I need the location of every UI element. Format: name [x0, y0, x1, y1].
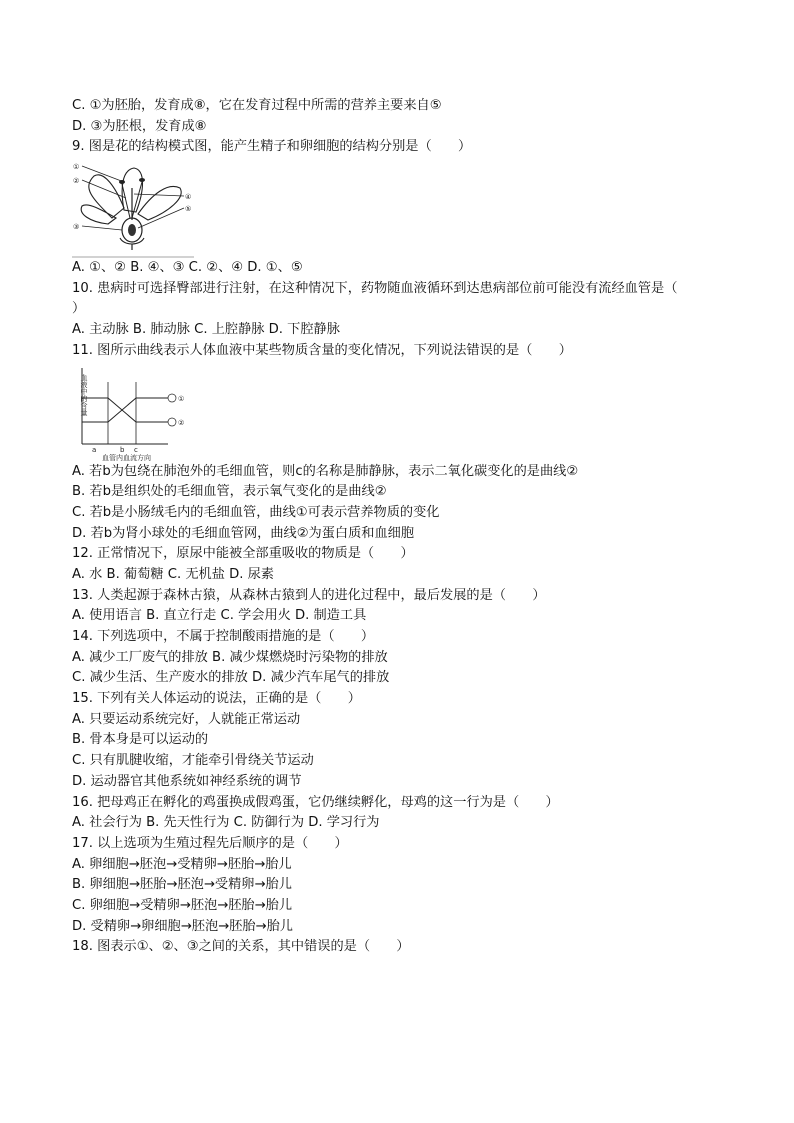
text-line: ）	[72, 301, 86, 317]
text-line: C. ①为胚胎，发育成⑧，它在发育过程中所需的营养主要来自⑤	[72, 98, 442, 113]
option-line: A. 减少工厂废气的排放 B. 减少煤燃烧时污染物的排放	[72, 649, 388, 665]
option-line: A. 只要运动系统完好，人就能正常运动	[72, 711, 301, 727]
text-block-mid	[72, 258, 732, 361]
options-10: A. 主动脉 B. 肺动脉 C. 上腔静脉 D. 下腔静脉	[72, 322, 340, 338]
question-18: 18. 图表示①、②、③之间的关系，其中错误的是（ ）	[72, 939, 410, 955]
question-12: 12. 正常情况下，原尿中能被全部重吸收的物质是（ ）	[72, 546, 414, 562]
flower-structure-figure	[72, 158, 202, 258]
option-line: B. 骨本身是可以运动的	[72, 732, 209, 748]
flower-label-1: ①	[73, 163, 80, 172]
text-block-bottom	[72, 462, 732, 959]
question-16: 16. 把母鸡正在孵化的鸡蛋换成假鸡蛋，它仍继续孵化，母鸡的这一行为是（ ）	[72, 794, 559, 810]
chart-curve-2-label: ②	[178, 418, 185, 427]
option-line: C. 减少生活、生产废水的排放 D. 减少汽车尾气的排放	[72, 670, 390, 686]
chart-segment-a: a	[92, 445, 97, 454]
option-line: B. 卵细胞→胚胎→胚泡→受精卵→胎儿	[72, 877, 292, 893]
question-11: 11. 图所示曲线表示人体血液中某些物质含量的变化情况，下列说法错误的是（ ）	[72, 342, 572, 358]
chart-drawing	[72, 362, 202, 462]
question-9: 9. 图是花的结构模式图，能产生精子和卵细胞的结构分别是（ ）	[72, 139, 472, 155]
option-line: D. 若b为肾小球处的毛细血管网，曲线②为蛋白质和血细胞	[72, 525, 415, 541]
blood-content-chart	[72, 362, 202, 462]
option-line: D. 受精卵→卵细胞→胚泡→胚胎→胎儿	[72, 918, 293, 934]
option-line: A. 卵细胞→胚泡→受精卵→胚胎→胎儿	[72, 856, 292, 872]
flower-label-4: ④	[185, 193, 192, 202]
option-line: B. 若b是组织处的毛细血管，表示氧气变化的是曲线②	[72, 484, 387, 500]
options-13: A. 使用语言 B. 直立行走 C. 学会用火 D. 制造工具	[72, 608, 367, 624]
flower-drawing	[72, 158, 202, 258]
chart-segment-c: c	[134, 445, 138, 454]
chart-ylabel: 血液中的含量	[80, 373, 88, 416]
flower-label-3: ③	[73, 223, 80, 232]
chart-segment-b: b	[120, 445, 125, 454]
text-block-top	[72, 96, 732, 158]
chart-curve-1-label: ①	[178, 394, 185, 403]
chart-xlabel: 血管内血流方向	[102, 453, 151, 462]
question-13: 13. 人类起源于森林古猿，从森林古猿到人的进化过程中，最后发展的是（ ）	[72, 587, 546, 603]
flower-label-5: ⑤	[185, 205, 192, 214]
flower-label-2: ②	[73, 177, 80, 186]
question-17: 17. 以上选项为生殖过程先后顺序的是（ ）	[72, 835, 348, 851]
option-line: C. 卵细胞→受精卵→胚泡→胚胎→胎儿	[72, 897, 293, 913]
question-10: 10. 患病时可选择臀部进行注射，在这种情况下，药物随血液循环到达患病部位前可能没有流经血管是（	[72, 280, 678, 296]
option-line: C. 若b是小肠绒毛内的毛细血管，曲线①可表示营养物质的变化	[72, 504, 440, 520]
option-line: D. 运动器官其他系统如神经系统的调节	[72, 773, 302, 789]
exam-page	[72, 96, 732, 958]
option-line: A. 若b为包绕在肺泡外的毛细血管，则c的名称是肺静脉，表示二氧化碳变化的是曲线②	[72, 463, 579, 479]
question-15: 15. 下列有关人体运动的说法，正确的是（ ）	[72, 691, 361, 707]
text-line: D. ③为胚根，发育成⑧	[72, 118, 207, 134]
question-14: 14. 下列选项中，不属于控制酸雨措施的是（ ）	[72, 629, 375, 644]
options-9: A. ①、② B. ④、③ C. ②、④ D. ①、⑤	[72, 260, 303, 276]
options-16: A. 社会行为 B. 先天性行为 C. 防御行为 D. 学习行为	[72, 815, 380, 831]
option-line: C. 只有肌腱收缩，才能牵引骨绕关节运动	[72, 753, 314, 769]
options-12: A. 水 B. 葡萄糖 C. 无机盐 D. 尿素	[72, 566, 274, 582]
